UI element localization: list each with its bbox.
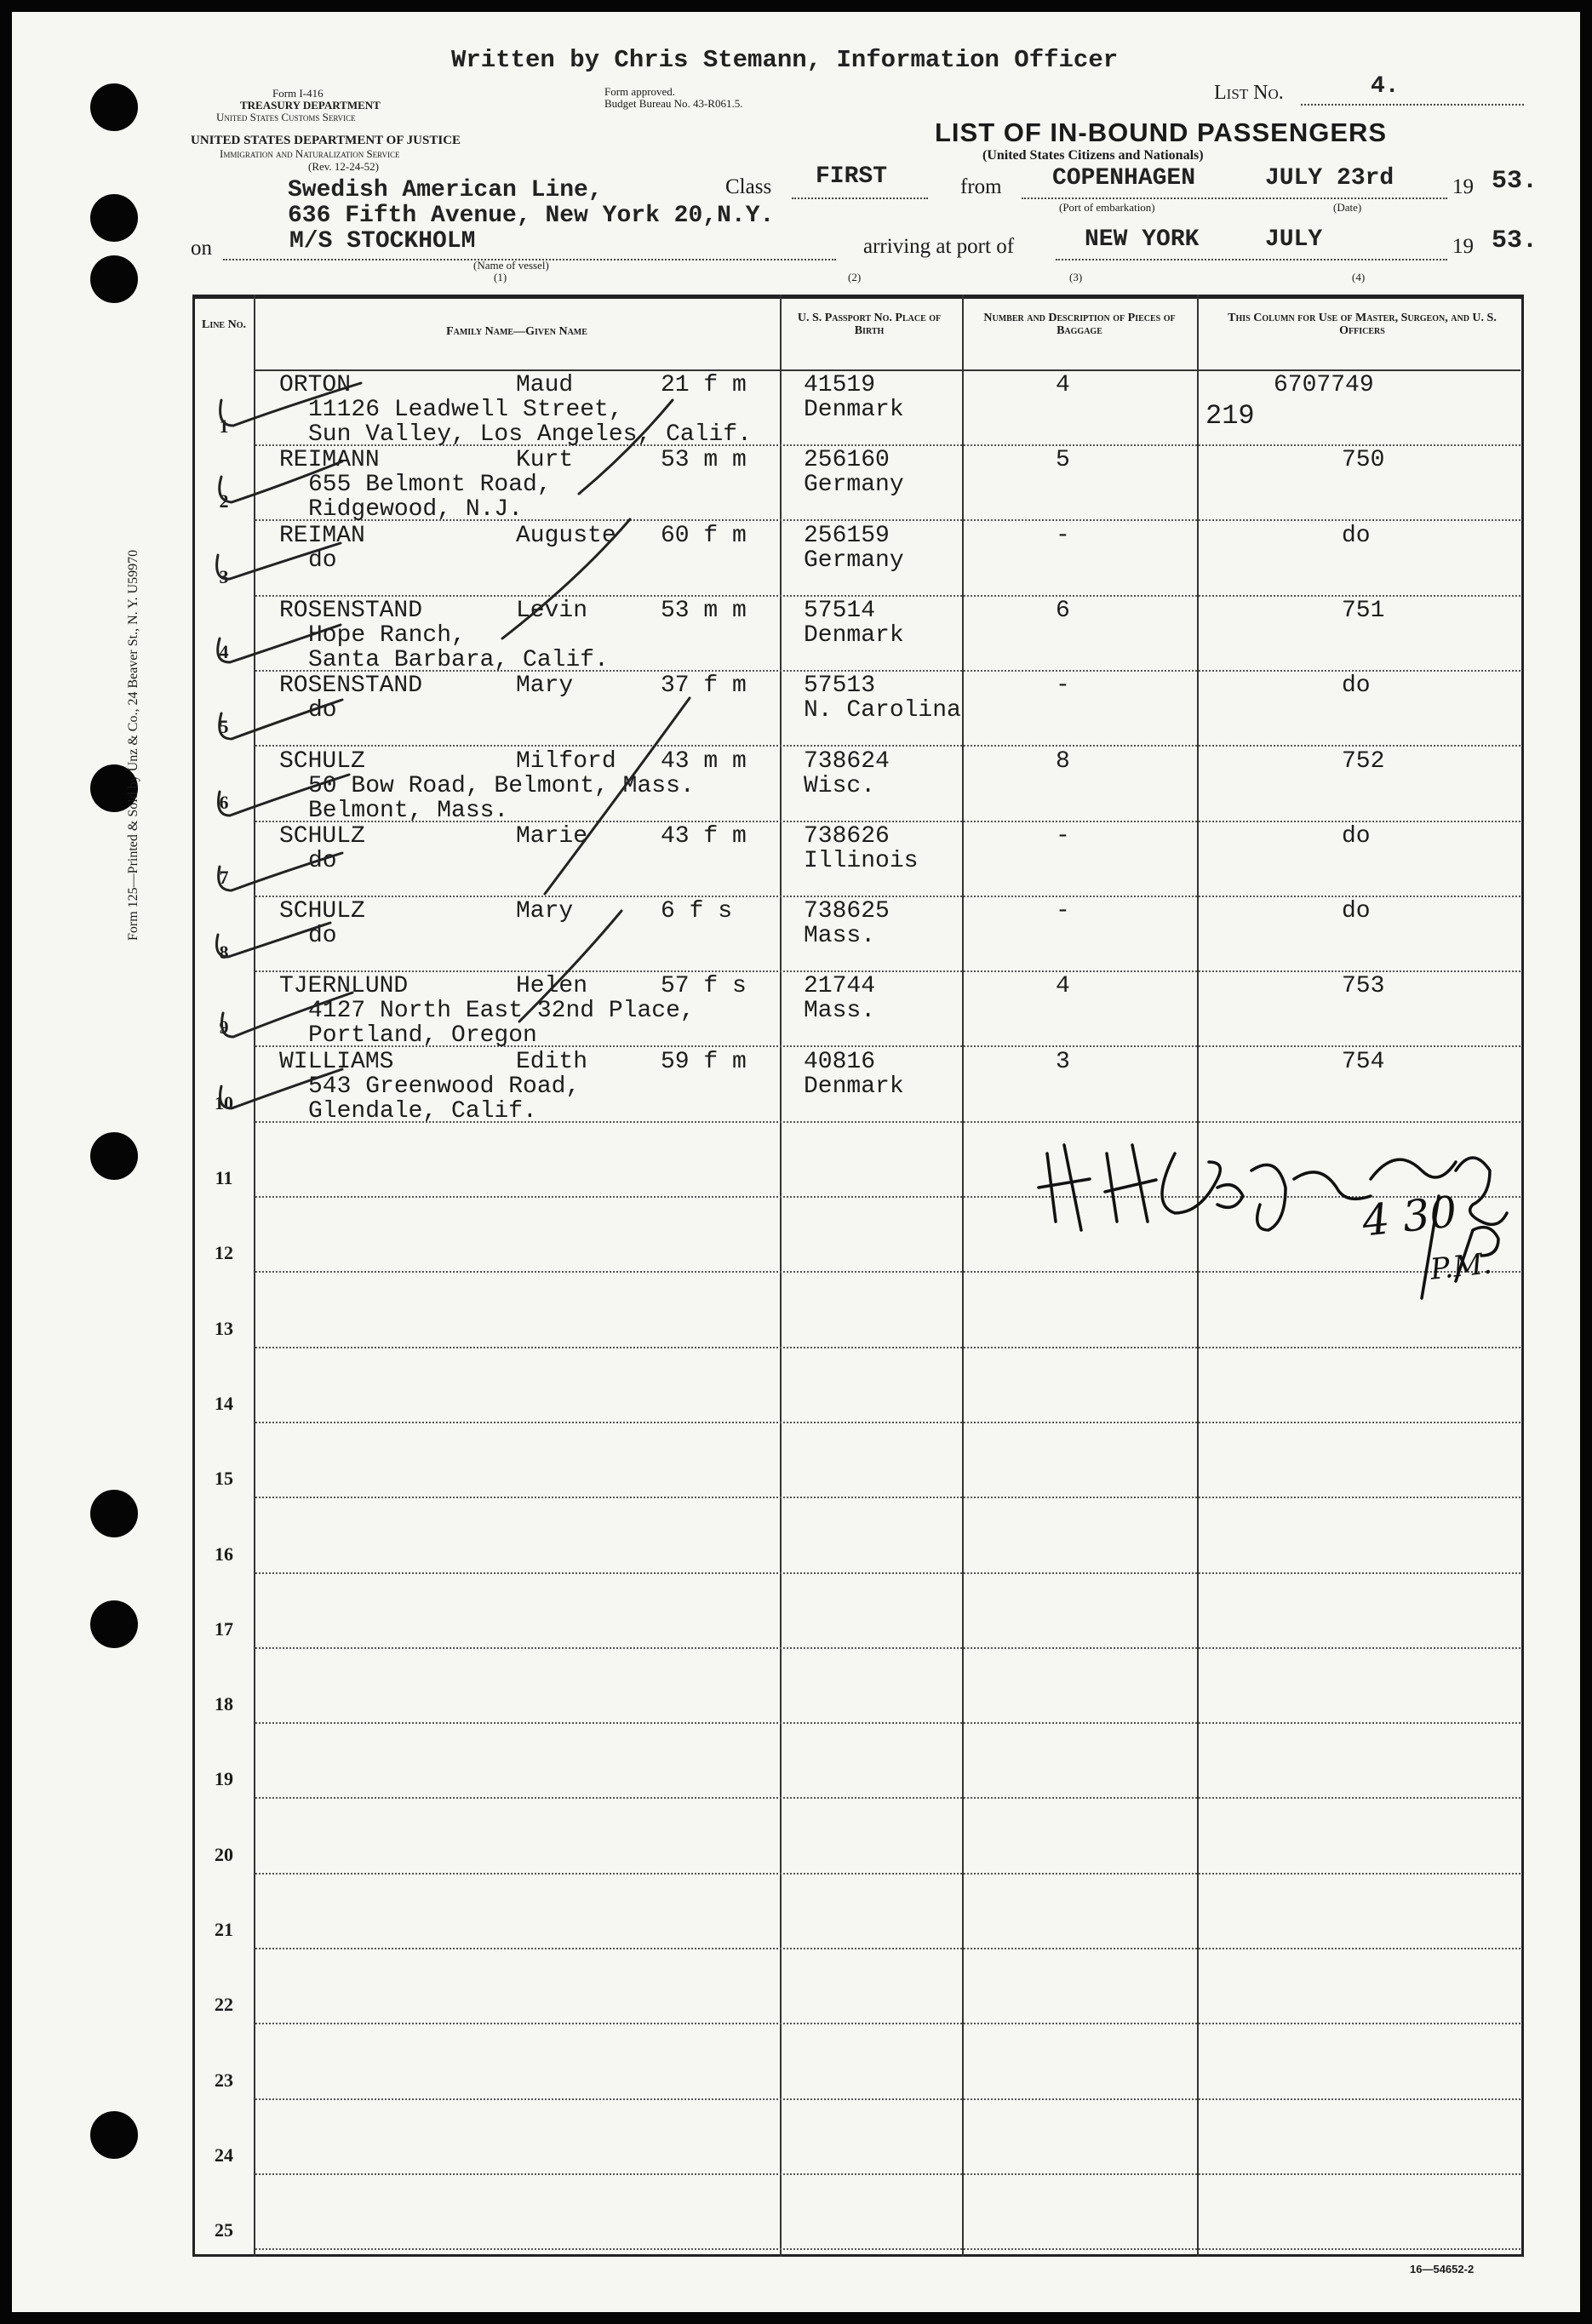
passenger-age-sex-status: 37 f m <box>661 673 747 700</box>
officer-entry: do <box>1342 522 1371 549</box>
passenger-age-sex-status: 43 m m <box>661 747 747 775</box>
binder-hole <box>90 1490 138 1537</box>
class-label: Class <box>725 175 772 198</box>
binder-hole <box>90 1600 138 1648</box>
line-number: 2 <box>219 490 229 512</box>
class-value: FIRST <box>816 163 888 190</box>
passport-number: 256159 <box>804 522 890 549</box>
row-divider <box>255 1722 1520 1724</box>
place-of-birth: Germany <box>804 547 904 574</box>
line-number: 6 <box>219 791 229 813</box>
line-number: 20 <box>215 1843 233 1865</box>
baggage-count: - <box>1056 673 1070 700</box>
place-of-birth: Illinois <box>804 847 919 874</box>
arrival-time-annotation: 4 30 <box>1360 1187 1460 1246</box>
passenger-family-name: SCHULZ <box>279 822 365 850</box>
caption-1: (1) <box>494 271 507 283</box>
baggage-count: 6 <box>1056 597 1070 624</box>
line-number: 1 <box>219 415 229 437</box>
baggage-count: 3 <box>1056 1048 1070 1075</box>
baggage-count: 4 <box>1056 973 1070 1000</box>
line-number: 23 <box>215 2069 233 2091</box>
passenger-age-sex-status: 59 f m <box>661 1048 747 1075</box>
passenger-address-line1: 50 Bow Road, Belmont, Mass. <box>308 772 695 799</box>
passenger-family-name: ROSENSTAND <box>279 673 423 700</box>
col-header-line: Line No. <box>201 318 246 331</box>
written-by: Written by Chris Stemann, Information Officer <box>451 46 1119 74</box>
baggage-count: 5 <box>1056 447 1070 474</box>
list-no-line <box>1301 104 1524 106</box>
passenger-address-line1: 543 Greenwood Road, <box>308 1073 581 1100</box>
passenger-family-name: SCHULZ <box>279 747 365 775</box>
row-divider <box>255 1497 1520 1498</box>
place-of-birth: Denmark <box>804 621 904 649</box>
justice-dept: UNITED STATES DEPARTMENT OF JUSTICE <box>191 134 461 147</box>
row-divider <box>255 1797 1520 1799</box>
passenger-age-sex-status: 60 f m <box>661 522 747 549</box>
passenger-address-line2: Portland, Oregon <box>308 1022 537 1050</box>
col-header-officers: This Column for Use of Master, Surgeon, and U. S. Officers <box>1228 312 1497 337</box>
line-number: 9 <box>219 1016 229 1039</box>
line-number: 25 <box>215 2219 233 2241</box>
arrival-year-prefix: 19 <box>1452 235 1474 258</box>
passenger-address-line1: 11126 Leadwell Street, <box>308 397 623 423</box>
baggage-count: - <box>1056 822 1070 850</box>
line-number: 24 <box>215 2144 233 2166</box>
passenger-family-name: REIMANN <box>279 447 380 474</box>
check-marks <box>196 366 817 1132</box>
place-of-birth: Mass. <box>804 923 876 950</box>
binder-hole <box>90 1132 138 1180</box>
passenger-family-name: ROSENSTAND <box>279 597 423 624</box>
passport-number: 57513 <box>804 673 876 700</box>
page-title: LIST OF IN-BOUND PASSENGERS <box>935 117 1388 147</box>
passenger-address-line2: Santa Barbara, Calif. <box>308 646 609 673</box>
passenger-age-sex-status: 57 f s <box>661 973 747 1000</box>
passenger-address-line2: Ridgewood, N.J. <box>308 496 524 524</box>
date-caption: (Date) <box>1333 201 1362 214</box>
baggage-count: 8 <box>1056 747 1070 775</box>
from-label: from <box>960 175 1002 198</box>
side-print: Form 125—Printed & Sold by Unz & Co., 24 Beaver St., N. Y. U59970 <box>126 549 140 941</box>
passenger-given-name: Mary <box>516 673 574 700</box>
row-divider <box>255 2098 1520 2100</box>
officer-entry: 754 <box>1342 1048 1385 1075</box>
from-line <box>1022 197 1447 199</box>
passenger-address-line1: do <box>308 697 337 724</box>
officer-entry: do <box>1342 898 1371 925</box>
ins-service: Immigration and Naturalization Service <box>220 147 400 160</box>
passenger-age-sex-status: 21 f m <box>661 372 747 398</box>
officer-entry: 753 <box>1342 973 1385 1000</box>
line-number: 22 <box>215 1994 233 2016</box>
passenger-family-name: ORTON <box>279 372 352 398</box>
arrival-month: JULY <box>1265 226 1323 253</box>
line-number: 8 <box>219 942 229 964</box>
row-divider <box>255 1873 1520 1875</box>
line-number: 10 <box>215 1091 233 1113</box>
shipping-line: Swedish American Line, <box>288 177 603 203</box>
line-number: 21 <box>215 1919 233 1940</box>
line-number: 15 <box>215 1468 233 1490</box>
on-label: on <box>191 237 212 260</box>
column-divider <box>962 295 964 2257</box>
passport-number: 41519 <box>804 372 876 398</box>
passport-number: 738625 <box>804 898 890 925</box>
line-number: 19 <box>215 1768 233 1790</box>
passport-number: 256160 <box>804 447 890 474</box>
list-no-label: List No. <box>1214 82 1284 104</box>
passenger-address-line2: Belmont, Mass. <box>308 797 509 824</box>
caption-2: (2) <box>848 271 862 283</box>
caption-3: (3) <box>1069 271 1083 283</box>
passport-number: 738624 <box>804 747 890 775</box>
line-number: 13 <box>215 1317 233 1339</box>
col-header-baggage: Number and Description of Pieces of Baggage <box>983 312 1176 337</box>
passenger-age-sex-status: 53 m m <box>661 597 747 624</box>
footer-code: 16—54652-2 <box>1410 2263 1475 2275</box>
line-number: 12 <box>215 1242 233 1264</box>
row-divider <box>255 2248 1520 2250</box>
row-divider <box>255 1647 1520 1649</box>
shipping-line-address: 636 Fifth Avenue, New York 20,N.Y. <box>288 203 775 229</box>
year-prefix: 19 <box>1452 175 1474 198</box>
passenger-address-line1: 4127 North East 32nd Place, <box>308 998 695 1025</box>
class-line <box>792 197 928 199</box>
arrival-year: 53. <box>1492 226 1538 255</box>
arrival-port: NEW YORK <box>1085 226 1200 253</box>
col-header-passport: U. S. Passport No. Place of Birth <box>797 312 942 337</box>
row-divider <box>255 1948 1520 1949</box>
line-number: 18 <box>215 1693 233 1715</box>
baggage-count: 4 <box>1056 372 1070 398</box>
binder-hole <box>90 194 138 242</box>
embarkation-caption: (Port of embarkation) <box>1059 201 1155 214</box>
place-of-birth: Denmark <box>804 397 904 423</box>
row-divider <box>255 1422 1520 1423</box>
binder-hole <box>90 2111 138 2159</box>
passenger-given-name: Kurt <box>516 447 574 474</box>
list-no-value: 4. <box>1371 73 1400 100</box>
passenger-given-name: Marie <box>516 822 588 850</box>
caption-4: (4) <box>1352 271 1366 283</box>
vessel-name: M/S STOCKHOLM <box>289 228 476 255</box>
binder-hole <box>90 83 138 131</box>
vessel-caption: (Name of vessel) <box>473 259 549 272</box>
line-number: 4 <box>219 640 229 662</box>
year-value: 53. <box>1492 167 1538 196</box>
passenger-family-name: SCHULZ <box>279 898 365 925</box>
departure-date: JULY 23rd <box>1265 165 1394 192</box>
officer-entry: do <box>1342 822 1371 850</box>
passenger-address-line1: do <box>308 923 337 950</box>
place-of-birth: Wisc. <box>804 772 876 799</box>
passenger-given-name: Edith <box>516 1048 588 1075</box>
place-of-birth: Mass. <box>804 998 876 1025</box>
officer-entry: do <box>1342 673 1371 700</box>
place-of-birth: Denmark <box>804 1073 904 1100</box>
officer-entry: 6707749 <box>1274 372 1374 398</box>
passenger-given-name: Milford <box>516 747 616 775</box>
row-divider <box>255 2173 1520 2175</box>
arriving-label: arriving at port of <box>863 235 1015 258</box>
officer-entry: 750 <box>1342 447 1385 474</box>
line-number: 16 <box>215 1543 233 1565</box>
passenger-address-line1: Hope Ranch, <box>308 621 466 649</box>
line-number: 11 <box>215 1167 233 1188</box>
officer-entry: 752 <box>1342 747 1385 775</box>
binder-hole <box>90 255 138 303</box>
passenger-age-sex-status: 43 f m <box>661 822 747 850</box>
passport-number: 40816 <box>804 1048 876 1075</box>
officer-entry: 751 <box>1342 597 1385 624</box>
passenger-family-name: REIMAN <box>279 522 365 549</box>
passenger-address-line1: do <box>308 847 337 874</box>
passport-number: 21744 <box>804 973 876 1000</box>
budget-bureau: Budget Bureau No. 43-R061.5. <box>604 97 743 110</box>
passport-number: 738626 <box>804 822 890 850</box>
baggage-count: - <box>1056 898 1070 925</box>
arrival-time-pm: P.M. <box>1429 1246 1494 1287</box>
passenger-given-name: Maud <box>516 372 574 398</box>
passenger-address-line2: Sun Valley, Los Angeles, Calif. <box>308 421 752 448</box>
passenger-address-line2: Glendale, Calif. <box>308 1097 537 1125</box>
passenger-address-line1: do <box>308 547 337 574</box>
passenger-given-name: Auguste <box>516 522 616 549</box>
passenger-given-name: Mary <box>516 898 574 925</box>
passport-number: 57514 <box>804 597 876 624</box>
officer-entry-secondary: 219 <box>1205 400 1255 432</box>
row-divider <box>255 1572 1520 1574</box>
row-divider <box>255 2023 1520 2024</box>
arrival-line <box>1056 259 1447 260</box>
row-divider <box>255 1347 1520 1348</box>
form-approved: Form approved. <box>604 85 676 98</box>
passenger-given-name: Helen <box>516 973 588 1000</box>
line-number: 5 <box>219 716 229 738</box>
line-number: 3 <box>219 565 229 587</box>
col-header-name: Family Name—Given Name <box>446 325 587 338</box>
passenger-age-sex-status: 53 m m <box>661 447 747 474</box>
customs-service: United States Customs Service <box>216 111 356 123</box>
line-number: 17 <box>215 1617 233 1640</box>
line-number: 7 <box>219 866 229 888</box>
form-number: Form I-416 <box>272 87 324 100</box>
passenger-given-name: Levin <box>516 597 588 624</box>
place-of-birth: N. Carolina <box>804 697 961 724</box>
treasury-dept: TREASURY DEPARTMENT <box>240 99 381 112</box>
line-number: 14 <box>215 1392 233 1414</box>
baggage-count: - <box>1056 522 1070 549</box>
passenger-family-name: TJERNLUND <box>279 973 409 1000</box>
port-of-embarkation: COPENHAGEN <box>1052 165 1196 192</box>
place-of-birth: Germany <box>804 472 904 499</box>
revision: (Rev. 12-24-52) <box>308 160 379 173</box>
page-subtitle: (United States Citizens and Nationals) <box>982 148 1204 163</box>
passenger-family-name: WILLIAMS <box>279 1048 394 1075</box>
passenger-age-sex-status: 6 f s <box>661 898 733 925</box>
passenger-address-line1: 655 Belmont Road, <box>308 472 552 499</box>
